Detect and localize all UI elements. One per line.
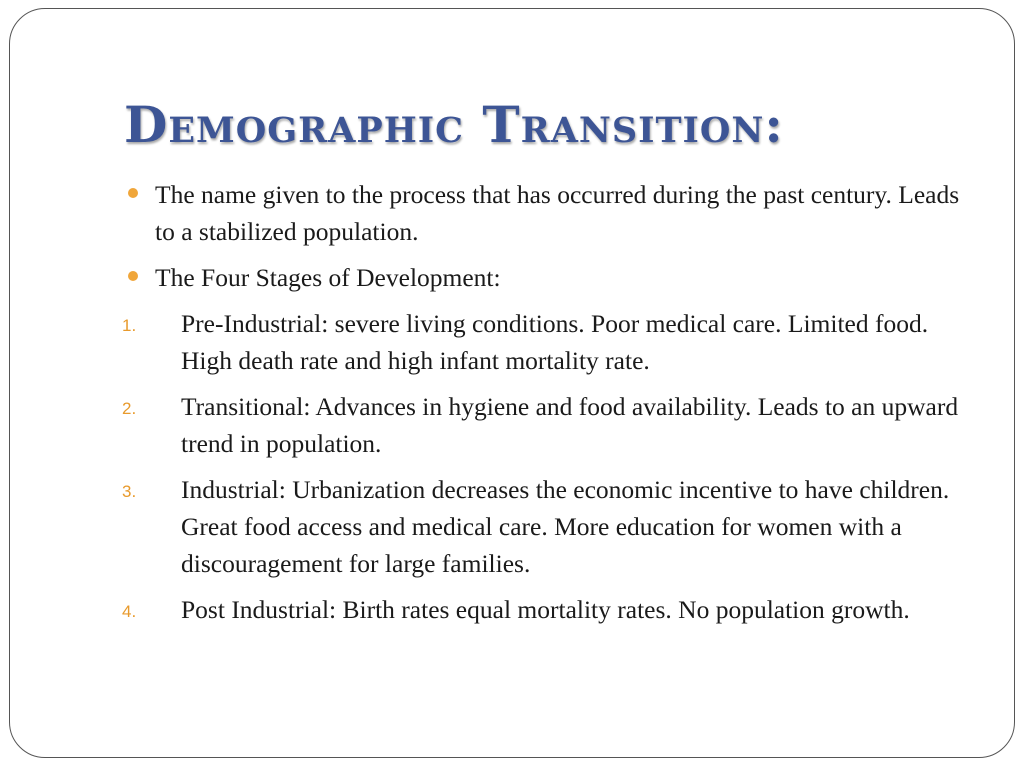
stage-number: 2. [122, 399, 137, 418]
stage-text: Post Industrial: Birth rates equal mortality rates. No population growth. [181, 595, 910, 624]
stage-text: Transitional: Advances in hygiene and food availability. Leads to an upward trend in population. [181, 392, 959, 458]
stage-item-pre-industrial [122, 305, 966, 379]
stage-item-transitional [122, 388, 966, 462]
bullet-item-four-stages [126, 259, 966, 296]
stage-number: 1. [122, 316, 137, 335]
stage-text: Industrial: Urbanization decreases the economic incentive to have children. Great food access and medical care. More education for women with a discouragement for large families. [181, 475, 950, 578]
bullet-dot-icon [128, 271, 138, 281]
bullet-dot-icon [128, 188, 138, 198]
slide-title: Demographic Transition: [124, 95, 784, 154]
stage-number: 3. [122, 482, 137, 501]
stage-number: 4. [122, 602, 137, 621]
slide-content [122, 176, 966, 637]
slide-frame [9, 8, 1015, 758]
bullet-item-process-definition [126, 176, 966, 250]
bullet-text: The Four Stages of Development: [155, 263, 501, 292]
stage-text: Pre-Industrial: severe living conditions. Poor medical care. Limited food. High death rate and high infant mortality rate. [181, 309, 929, 375]
stage-item-post-industrial [122, 591, 966, 628]
bullet-text: The name given to the process that has occurred during the past century. Leads to a stabilized population. [155, 180, 960, 246]
stage-item-industrial [122, 471, 966, 582]
